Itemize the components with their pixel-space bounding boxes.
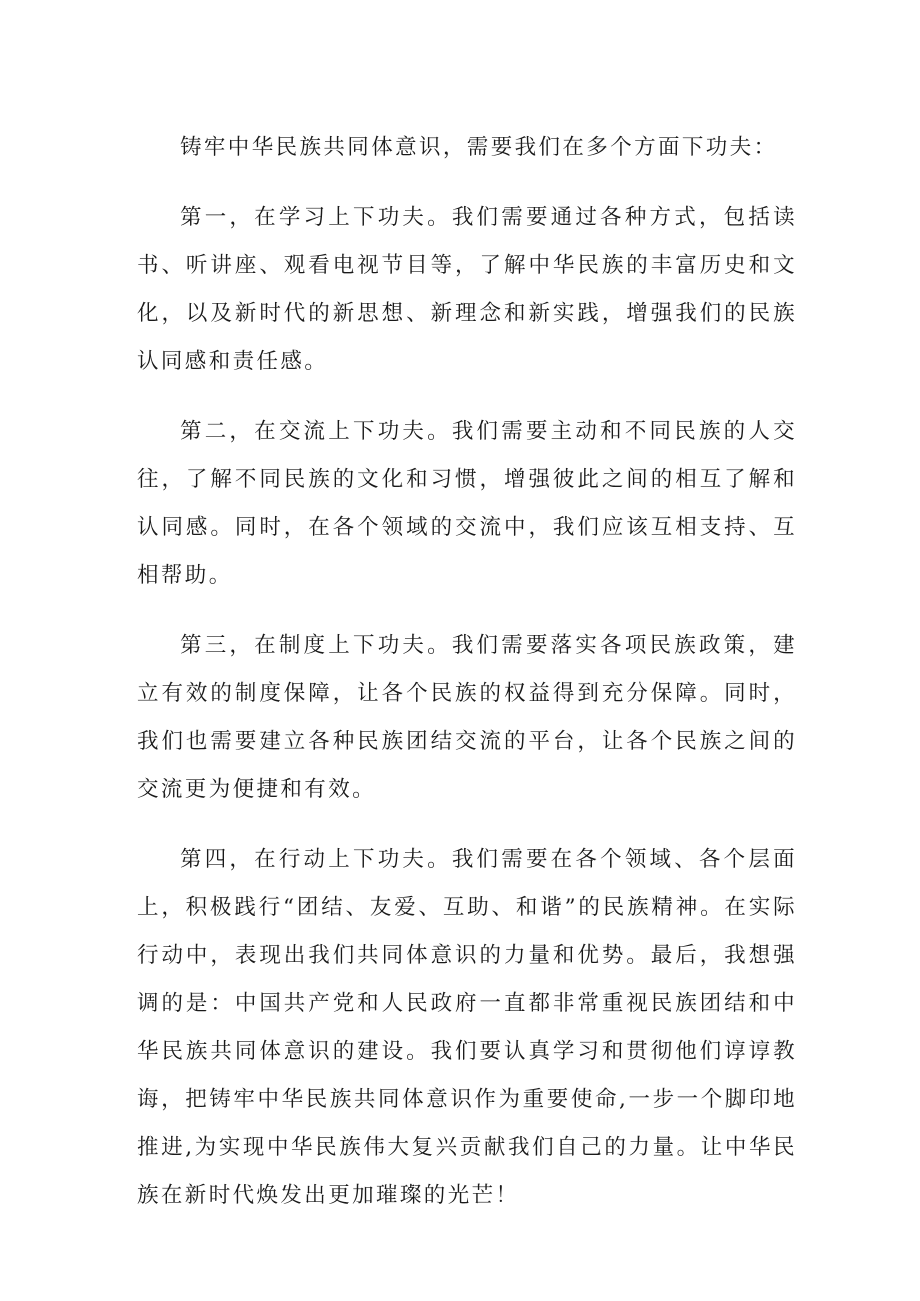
paragraph-second-exchange: 第二，在交流上下功夫。我们需要主动和不同民族的人交往，了解不同民族的文化和习惯，增强彼此之间的相互了解和认同感。同时，在各个领域的交流中，我们应该互相支持、互相帮助。 bbox=[137, 419, 797, 588]
document-body bbox=[137, 124, 797, 1242]
paragraph-intro: 铸牢中华民族共同体意识，需要我们在多个方面下功夫： bbox=[180, 135, 778, 160]
paragraph-third-system: 第三，在制度上下功夫。我们需要落实各项民族政策，建立有效的制度保障，让各个民族的权益得到充分保障。同时，我们也需要建立各种民族团结交流的平台，让各个民族之间的交流更为便捷和有效。 bbox=[137, 633, 797, 802]
paragraph-first-study: 第一，在学习上下功夫。我们需要通过各种方式，包括读书、听讲座、观看电视节目等，了解中华民族的丰富历史和文化，以及新时代的新思想、新理念和新实践，增强我们的民族认同感和责任感。 bbox=[137, 205, 797, 374]
paragraph-fourth-action: 第四，在行动上下功夫。我们需要在各个领域、各个层面上，积极践行“团结、友爱、互助、和谐”的民族精神。在实际行动中，表现出我们共同体意识的力量和优势。最后，我想强调的是：中国共产党和人民政府一直都非常重视民族团结和中华民族共同体意识的建设。我们要认真学习和贯彻他们谆谆教诲，把铸牢中华民族共同体意识作为重要使命,一步一个脚印地推进,为实现中华民族伟大复兴贡献我们自己的力量。让中华民族在新时代焕发出更加璀璨的光芒！ bbox=[137, 847, 797, 1208]
